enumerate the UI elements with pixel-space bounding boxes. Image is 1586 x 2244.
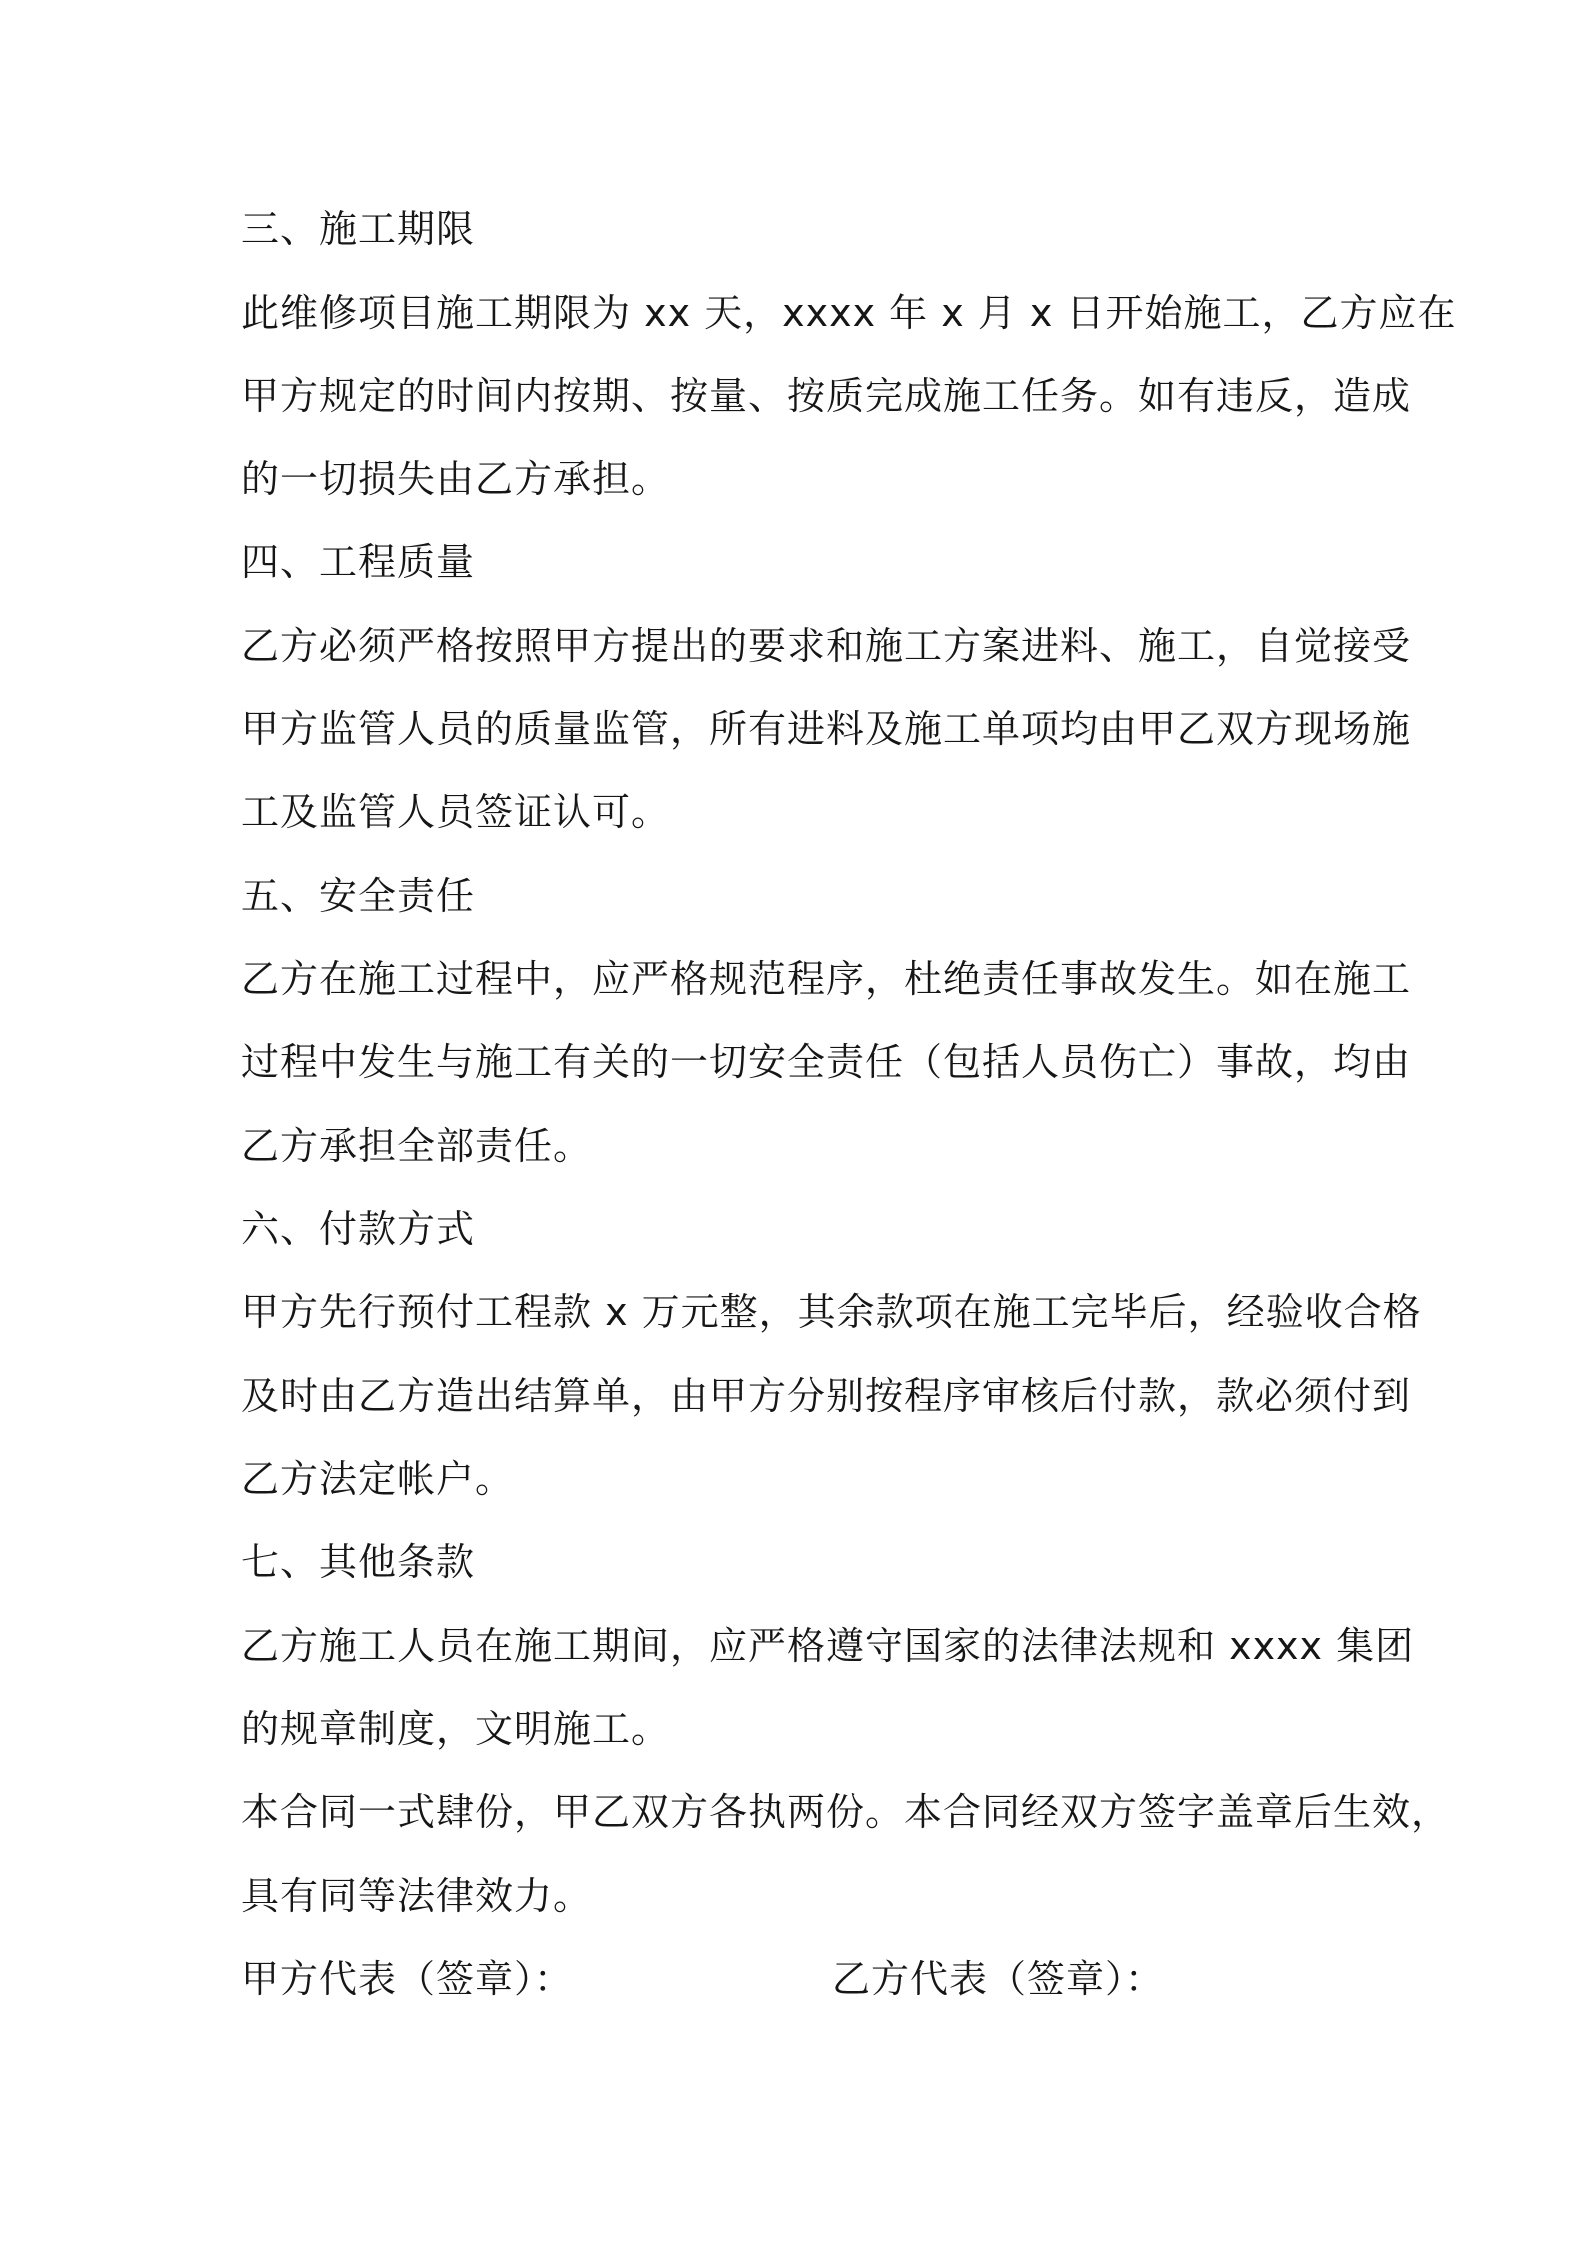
paragraph-line: 甲方监管人员的质量监管，所有进料及施工单项均由甲乙双方现场施 [241, 707, 1412, 751]
section-heading: 五、安全责任 [241, 874, 476, 918]
paragraph-line: 工及监管人员签证认可。 [241, 790, 671, 834]
paragraph-line: 乙方法定帐户。 [241, 1457, 515, 1501]
paragraph-line: 乙方承担全部责任。 [241, 1124, 593, 1168]
paragraph-line: 此维修项目施工期限为 xx 天，xxxx 年 x 月 x 日开始施工，乙方应在 [241, 291, 1457, 335]
paragraph-line: 乙方必须严格按照甲方提出的要求和施工方案进料、施工，自觉接受 [241, 624, 1412, 668]
paragraph-line: 过程中发生与施工有关的一切安全责任（包括人员伤亡）事故，均由 [241, 1040, 1412, 1084]
paragraph-line: 乙方在施工过程中，应严格规范程序，杜绝责任事故发生。如在施工 [241, 957, 1412, 1001]
paragraph-line: 乙方施工人员在施工期间，应严格遵守国家的法律法规和 xxxx 集团 [241, 1624, 1415, 1668]
paragraph-line: 甲方先行预付工程款 x 万元整，其余款项在施工完毕后，经验收合格 [241, 1290, 1422, 1334]
section-heading: 三、施工期限 [241, 207, 476, 251]
paragraph-line: 甲方规定的时间内按期、按量、按质完成施工任务。如有违反，造成 [241, 374, 1412, 418]
paragraph-line: 的一切损失由乙方承担。 [241, 457, 671, 501]
party-a-signature-label: 甲方代表（签章）： [241, 1957, 574, 2001]
closing-line: 本合同一式肆份，甲乙双方各执两份。本合同经双方签字盖章后生效， [241, 1790, 1451, 1834]
paragraph-line: 及时由乙方造出结算单，由甲方分别按程序审核后付款，款必须付到 [241, 1374, 1412, 1418]
section-heading: 四、工程质量 [241, 540, 476, 584]
section-heading: 六、付款方式 [241, 1207, 476, 1251]
party-b-signature-label: 乙方代表（签章）： [832, 1957, 1165, 2001]
paragraph-line: 的规章制度，文明施工。 [241, 1707, 671, 1751]
closing-line: 具有同等法律效力。 [241, 1874, 593, 1918]
section-heading: 七、其他条款 [241, 1540, 476, 1584]
